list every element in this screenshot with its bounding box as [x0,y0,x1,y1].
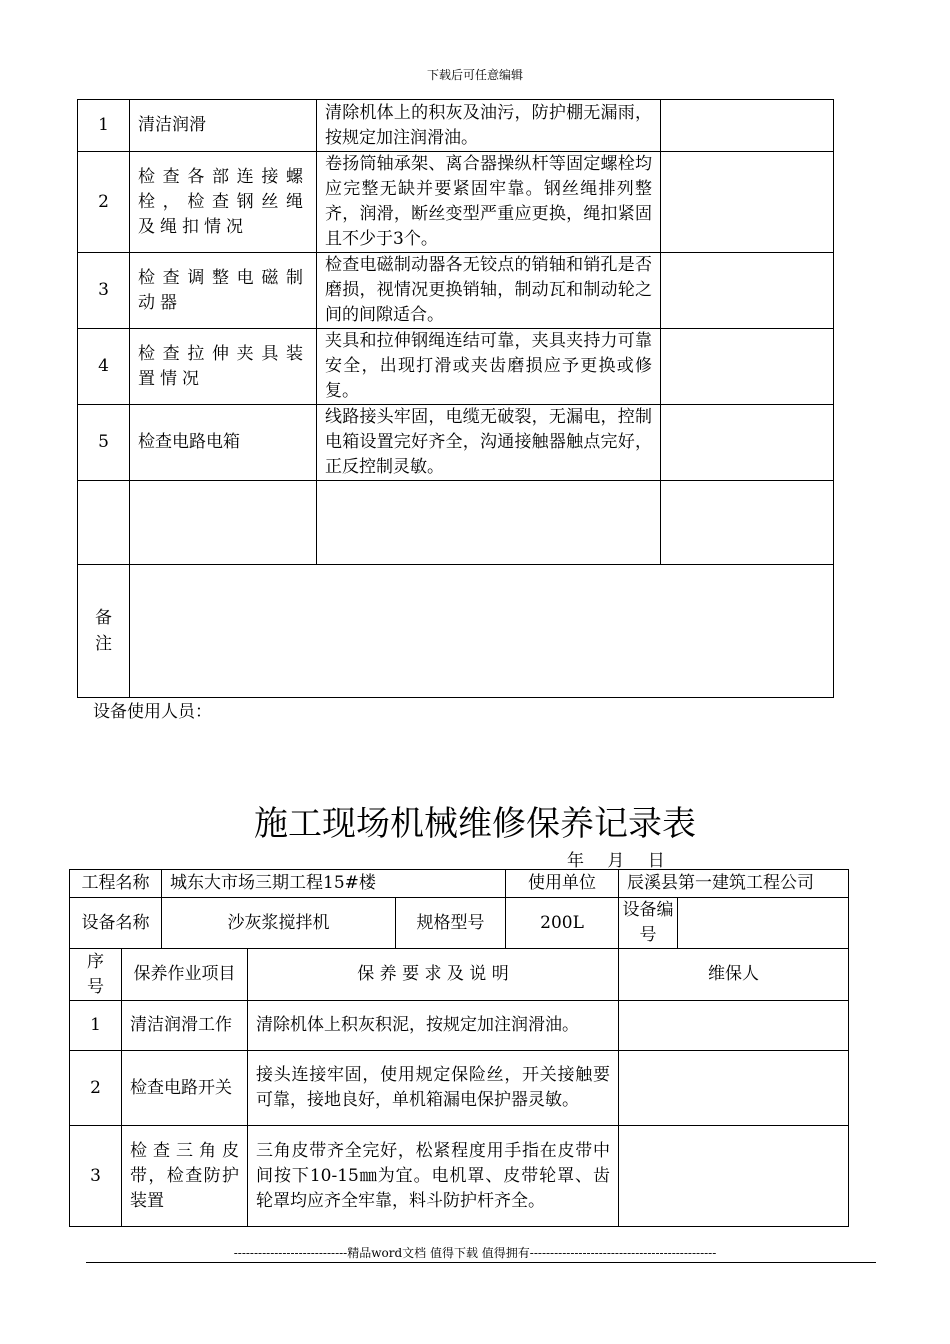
row-person[interactable] [619,1001,849,1051]
table-row-empty [78,481,834,565]
footer-note: ----------------------------精品word文档 值得下载 值得拥有---------------------------------------------- [233,1246,717,1260]
row-item: 清洁润滑 [130,100,317,152]
col-header-no: 序号 [70,949,122,1001]
project-name-label: 工程名称 [70,870,162,898]
remark-content[interactable] [130,565,834,698]
form-title: 施工现场机械维修保养记录表 [254,804,696,844]
info-row-project [70,870,849,898]
equipment-user-label: 设备使用人员： [93,702,212,722]
equipment-no-value[interactable] [678,898,849,949]
row-number: 3 [70,1126,122,1227]
model-label: 规格型号 [396,898,506,949]
row-item: 检查三角皮带，检查防护装置 [122,1126,248,1227]
row-desc: 清除机体上的积灰及油污，防护棚无漏雨，按规定加注润滑油。 [317,100,661,152]
table-row [78,405,834,481]
row-item: 检查电路开关 [122,1051,248,1126]
project-name-value: 城东大市场三期工程15#楼 [162,870,506,898]
row-number: 1 [70,1001,122,1051]
col-header-item: 保养作业项目 [122,949,248,1001]
remark-label-cell [78,565,130,698]
row-item: 清洁润滑工作 [122,1001,248,1051]
row-item: 检查各部连接螺栓，检查钢丝绳及绳扣情况 [130,152,317,253]
header-note: 下载后可任意编辑 [426,68,523,82]
footer-divider [86,1262,876,1263]
maintenance-table-continued [77,99,834,698]
equipment-name-label: 设备名称 [70,898,162,949]
row-person[interactable] [619,1126,849,1227]
info-row-equipment [70,898,849,949]
remark-label: 备注 [95,608,112,654]
row-number: 2 [70,1051,122,1126]
row-desc: 夹具和拉伸钢绳连结可靠，夹具夹持力可靠安全，出现打滑或夹齿磨损应予更换或修复。 [317,329,661,405]
empty-cell[interactable] [130,481,317,565]
row-desc: 线路接头牢固，电缆无破裂，无漏电，控制电箱设置完好齐全，沟通接触器触点完好，正反控制灵敏。 [317,405,661,481]
table-row [78,152,834,253]
row-person[interactable] [661,405,834,481]
row-desc: 检查电磁制动器各无铰点的销轴和销孔是否磨损，视情况更换销轴，制动瓦和制动轮之间的间隙适合。 [317,253,661,329]
unit-label: 使用单位 [506,870,619,898]
row-person[interactable] [661,329,834,405]
row-number: 1 [78,100,130,152]
col-header-person: 维保人 [619,949,849,1001]
table-row [70,1001,849,1051]
row-desc: 清除机体上积灰积泥，按规定加注润滑油。 [248,1001,619,1051]
equipment-no-label: 设备编号 [619,898,678,949]
row-item: 检查拉伸夹具装置情况 [130,329,317,405]
empty-cell[interactable] [661,481,834,565]
row-person[interactable] [661,253,834,329]
column-header-row [70,949,849,1001]
row-person[interactable] [619,1051,849,1126]
maintenance-record-form [69,869,849,1227]
row-number: 2 [78,152,130,253]
row-number: 4 [78,329,130,405]
row-person[interactable] [661,100,834,152]
row-desc: 三角皮带齐全完好，松紧程度用手指在皮带中间按下10-15㎜为宜。电机罩、皮带轮罩、齿轮罩均应齐全牢靠，料斗防护杆齐全。 [248,1126,619,1227]
table-row [78,100,834,152]
model-value: 200L [506,898,619,949]
row-number: 3 [78,253,130,329]
unit-value: 辰溪县第一建筑工程公司 [619,870,849,898]
empty-cell[interactable] [78,481,130,565]
table-row [78,329,834,405]
row-item: 检查调整电磁制动器 [130,253,317,329]
equipment-name-value: 沙灰浆搅拌机 [162,898,396,949]
table-row [70,1126,849,1227]
date-label: 年 月 日 [567,851,665,871]
row-desc: 卷扬筒轴承架、离合器操纵杆等固定螺栓均应完整无缺并要紧固牢靠。钢丝绳排列整齐，润滑，断丝变型严重应更换，绳扣紧固且不少于3个。 [317,152,661,253]
empty-cell[interactable] [317,481,661,565]
row-item: 检查电路电箱 [130,405,317,481]
row-desc: 接头连接牢固，使用规定保险丝，开关接触要可靠，接地良好，单机箱漏电保护器灵敏。 [248,1051,619,1126]
table-row [78,253,834,329]
remark-row [78,565,834,698]
table-row [70,1051,849,1126]
row-person[interactable] [661,152,834,253]
row-number: 5 [78,405,130,481]
col-header-desc: 保 养 要 求 及 说 明 [248,949,619,1001]
